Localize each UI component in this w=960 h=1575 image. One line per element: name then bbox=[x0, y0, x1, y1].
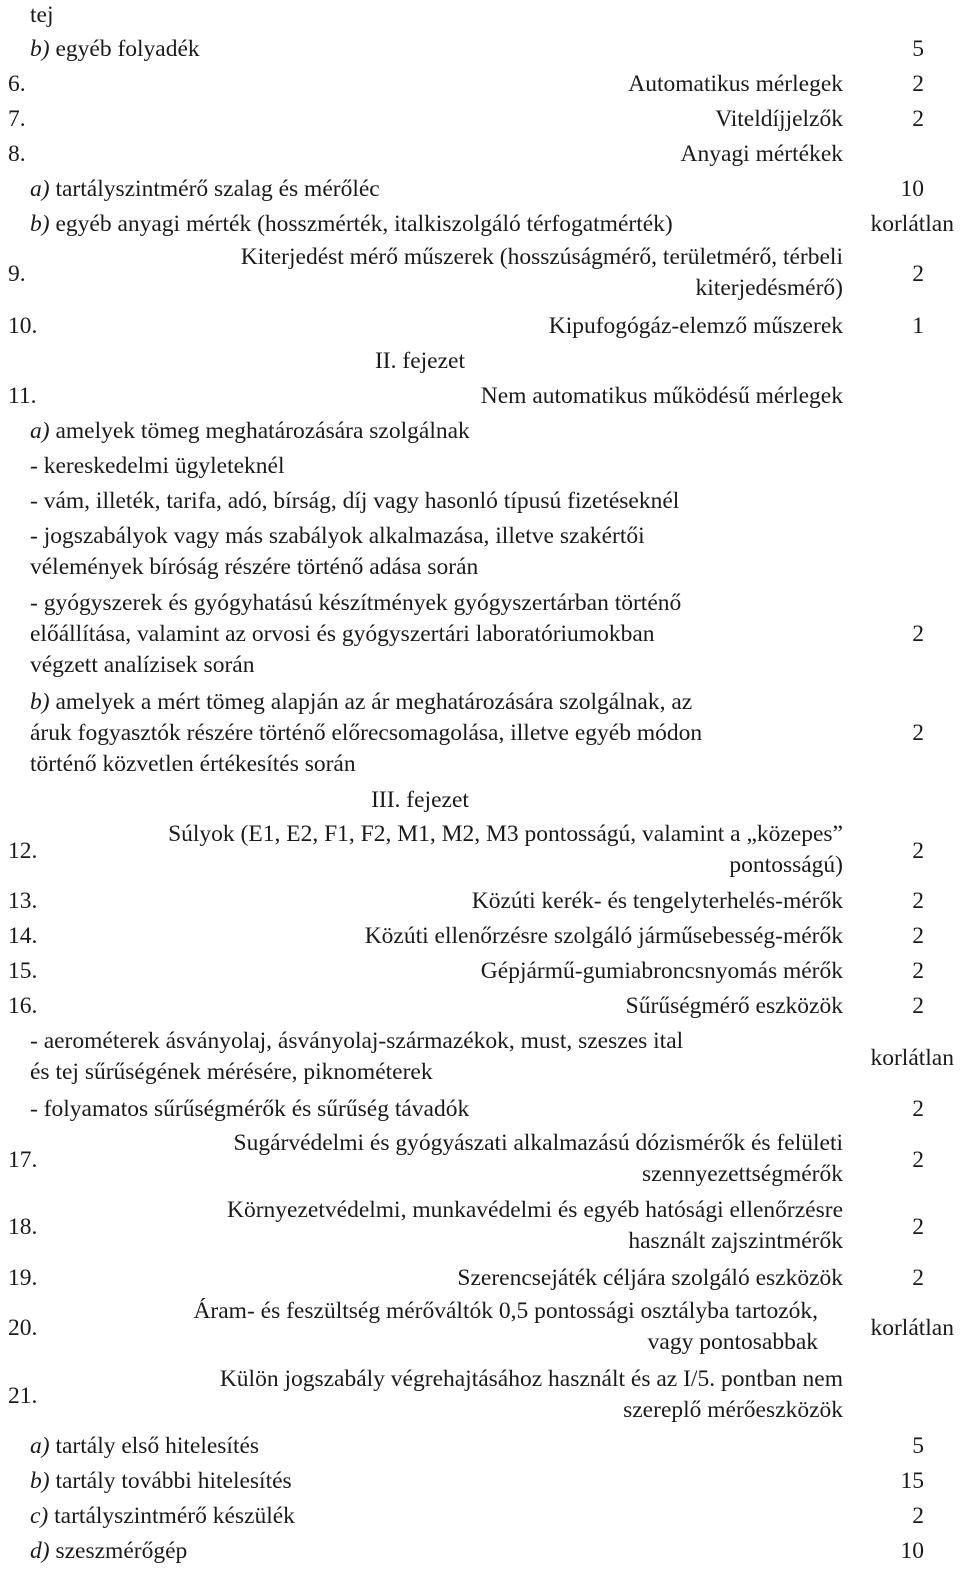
row-count: 2 bbox=[912, 958, 924, 984]
row-number: 11. bbox=[8, 383, 37, 409]
row-count: 2 bbox=[912, 1214, 924, 1240]
row-number: 21. bbox=[8, 1383, 38, 1409]
row-count: 2 bbox=[912, 71, 924, 97]
row-number: 17. bbox=[8, 1147, 38, 1173]
row-text: tej bbox=[30, 2, 54, 28]
row-title: Gépjármű-gumiabroncsnyomás mérők bbox=[480, 958, 843, 984]
row-text: a) amelyek tömeg meghatározására szolgálnak bbox=[30, 418, 470, 444]
row-number: 12. bbox=[8, 838, 38, 864]
row-number: 19. bbox=[8, 1265, 38, 1291]
row-title: Kiterjedést mérő műszerek (hosszúságmérő, területmérő, térbeli kiterjedésmérő) bbox=[240, 244, 843, 301]
row-count: 2 bbox=[912, 838, 924, 864]
row-number: 20. bbox=[8, 1315, 38, 1341]
row-count: 2 bbox=[912, 993, 924, 1019]
row-text: b) amelyek a mért tömeg alapján az ár meghatározására szolgálnak, az áruk fogyasztók részére történő előrecsomagolása, illetve egyéb módon történő közvetlen értékesítés során bbox=[30, 689, 703, 777]
row-text: - jogszabályok vagy más szabályok alkalmazása, illetve szakértői vélemények bíróság részére történő adása során bbox=[30, 523, 645, 580]
row-count: 2 bbox=[912, 1096, 924, 1122]
row-number: 15. bbox=[8, 958, 38, 984]
chapter-title: III. fejezet bbox=[371, 787, 469, 813]
row-number: 9. bbox=[8, 261, 26, 287]
row-title: Sugárvédelmi és gyógyászati alkalmazású dózismérők és felületi szennyezettségmérők bbox=[233, 1130, 843, 1187]
row-text: - gyógyszerek és gyógyhatású készítmények gyógyszertárban történő előállítása, valamint az orvosi és gyógyszertári laboratóriumokban végzett analízisek során bbox=[30, 590, 682, 678]
row-number: 13. bbox=[8, 888, 38, 914]
row-count: 2 bbox=[912, 1147, 924, 1173]
row-count: korlátlan bbox=[870, 211, 954, 237]
row-text: - aerométerek ásványolaj, ásványolaj-származékok, must, szeszes ital és tej sűrűségének mérésére, piknométerek bbox=[30, 1028, 684, 1085]
row-title: Viteldíjjelzők bbox=[715, 106, 843, 132]
row-count: 2 bbox=[912, 1265, 924, 1291]
row-count: 2 bbox=[912, 106, 924, 132]
row-title: Közúti ellenőrzésre szolgáló járműsebesség-mérők bbox=[364, 923, 843, 949]
row-count: 2 bbox=[912, 888, 924, 914]
row-count: 1 bbox=[912, 313, 924, 339]
row-text: a) tartály első hitelesítés bbox=[30, 1433, 260, 1459]
row-text: - kereskedelmi ügyleteknél bbox=[30, 453, 285, 479]
row-text: d) szeszmérőgép bbox=[30, 1538, 188, 1564]
row-title: Súlyok (E1, E2, F1, F2, M1, M2, M3 pontosságú, valamint a „közepes” pontosságú) bbox=[168, 821, 843, 878]
row-title: Külön jogszabály végrehajtásához használt és az I/5. pontban nem szereplő mérőeszközök bbox=[219, 1366, 843, 1423]
row-count: 5 bbox=[912, 1433, 924, 1459]
row-title: Szerencsejáték céljára szolgáló eszközök bbox=[457, 1265, 843, 1291]
row-number: 8. bbox=[8, 141, 26, 167]
row-count: 2 bbox=[912, 261, 924, 287]
row-title: Nem automatikus működésű mérlegek bbox=[480, 383, 843, 409]
row-title: Áram- és feszültség mérőváltók 0,5 pontossági osztályba tartozók, vagy pontosabbak bbox=[193, 1298, 818, 1355]
row-title: Anyagi mértékek bbox=[680, 141, 843, 167]
row-text: - folyamatos sűrűségmérők és sűrűség távadók bbox=[30, 1096, 470, 1122]
row-number: 14. bbox=[8, 923, 38, 949]
row-count: 2 bbox=[912, 720, 924, 746]
row-title: Automatikus mérlegek bbox=[628, 71, 843, 97]
row-count: korlátlan bbox=[870, 1045, 954, 1071]
row-number: 7. bbox=[8, 106, 26, 132]
row-title: Környezetvédelmi, munkavédelmi és egyéb hatósági ellenőrzésre használt zajszintmérők bbox=[227, 1197, 843, 1254]
row-number: 16. bbox=[8, 993, 38, 1019]
row-text: b) tartály további hitelesítés bbox=[30, 1468, 292, 1494]
row-count: 2 bbox=[912, 1503, 924, 1529]
row-number: 6. bbox=[8, 71, 26, 97]
row-number: 18. bbox=[8, 1214, 38, 1240]
row-text: b) egyéb anyagi mérték (hosszmérték, italkiszolgáló térfogatmérték) bbox=[30, 211, 673, 237]
row-title: Kipufogógáz-elemző műszerek bbox=[548, 313, 843, 339]
row-count: 2 bbox=[912, 621, 924, 647]
row-title: Közúti kerék- és tengelyterhelés-mérők bbox=[471, 888, 843, 914]
chapter-title: II. fejezet bbox=[374, 348, 465, 374]
row-count: 10 bbox=[900, 176, 924, 202]
row-count: 15 bbox=[900, 1468, 924, 1494]
row-title: Sűrűségmérő eszközök bbox=[625, 993, 843, 1019]
row-count: 2 bbox=[912, 923, 924, 949]
row-count: korlátlan bbox=[870, 1315, 954, 1341]
row-text: - vám, illeték, tarifa, adó, bírság, díj vagy hasonló típusú fizetéseknél bbox=[30, 488, 680, 514]
row-number: 10. bbox=[8, 313, 38, 339]
row-count: 10 bbox=[900, 1538, 924, 1564]
row-text: b) egyéb folyadék bbox=[30, 36, 200, 62]
row-count: 5 bbox=[912, 36, 924, 62]
row-text: a) tartályszintmérő szalag és mérőléc bbox=[30, 176, 380, 202]
row-text: c) tartályszintmérő készülék bbox=[30, 1503, 295, 1529]
